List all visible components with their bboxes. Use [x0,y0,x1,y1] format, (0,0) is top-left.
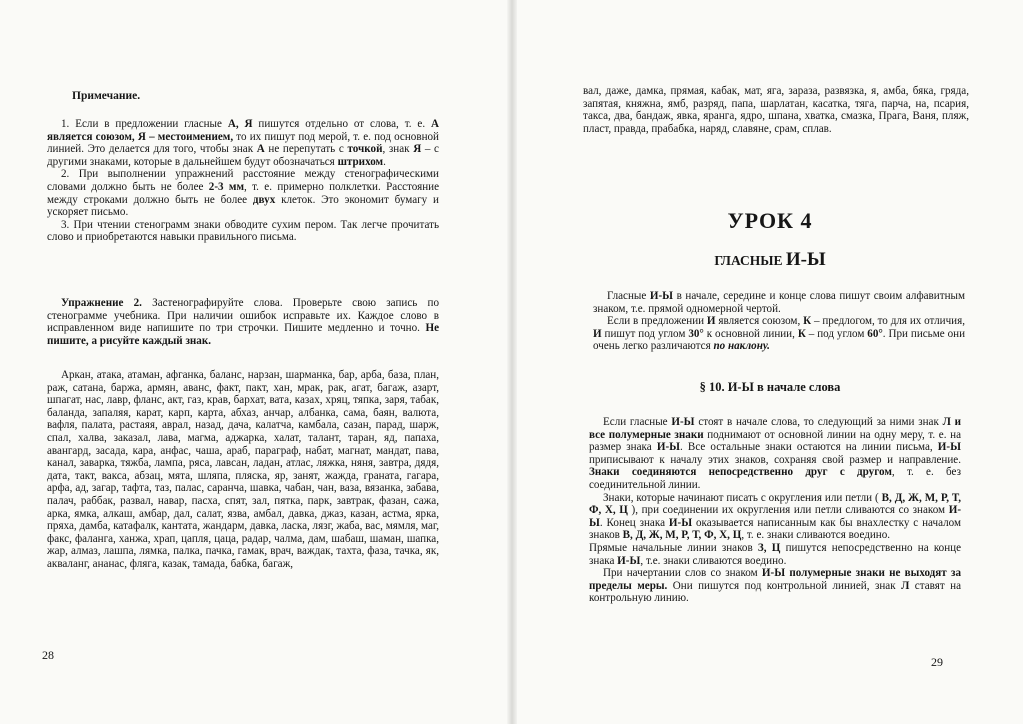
text-run: не перепутать с [264,143,348,156]
body-paragraph-1 [589,416,961,492]
text-run: И-Ы [649,290,674,302]
text-run: А, Я [227,118,253,130]
note-paragraph-1 [47,118,439,168]
text-run: И-Ы [937,441,962,454]
text-run: К [803,315,812,328]
text-run: Знаки соединяются непосредственно друг с другом [589,466,892,479]
text-run: Знаки, которые начинают писать с округления или петли ( [603,491,882,504]
exercise-paragraph [47,297,439,347]
text-run: И-Ы [589,504,962,529]
text-run: – предлогом, то для их отличия, [811,315,965,328]
word-list-continued [583,85,969,135]
text-run: Не пишите, а рисуйте каждый знак. [47,322,439,347]
text-run: 3. При чтении стенограмм знаки обводите сухим пером. Так легче прочитать слово и приобретаются навыки правильного письма. [47,218,439,244]
text-run: пишут под углом [601,327,689,340]
text-run: , т. е. знаки сливаются воедино. [741,529,891,542]
text-run: И-Ы [656,441,681,454]
body-paragraph-4 [589,567,961,605]
body-paragraph-3 [589,542,961,567]
section-body [589,416,961,605]
text-run: Гласные [607,290,650,302]
text-run: клеток. Это экономит бумагу и ускоряет письмо. [47,193,439,219]
text-run: При начертании слов со знаком [603,567,762,580]
text-run: и все полумерные знаки [589,416,962,441]
text-run: 1. Если в предложении гласные [61,118,228,130]
text-run: , т. е. примерно полклетки. Расстояние между строками должно быть не более [47,180,439,206]
text-run: З, Ц [757,541,781,554]
text-run: Если гласные [603,416,672,428]
text-run: Л [942,416,951,428]
text-run: Я [413,143,422,156]
text-run: . [383,155,386,168]
text-run: И-Ы [671,416,695,428]
text-run: приписывают к началу этих знаков, сохраняя свой размер и направление. [589,453,961,466]
text-run: к основной линии, [703,327,798,340]
text-run: по наклону. [713,340,770,353]
text-run: оказывается написанным как бы внахлестку с началом знаков [589,516,961,542]
text-run: И [593,327,602,340]
text-run: ), при соединении их округления или петли сливаются со знаком [627,504,949,517]
text-run: точкой [347,143,383,156]
note-paragraph-3 [47,219,439,244]
word-list [47,369,439,571]
text-run: – с другими знаками, которые в дальнейшем будут обозначаться [47,143,439,168]
text-run: И-Ы [668,516,693,529]
text-run: пишутся непосредственно на конце знака [589,541,961,567]
text-run: 2. При выполнении упражнений расстояние между стенографическими словами должно быть не более [47,168,439,193]
text-run: в начале, середине и конце слова пишут своим алфавитным знаком, т.е. прямой одномерной чертой. [593,290,965,315]
text-run: 60° [867,327,883,340]
text-run: Они пишутся под контрольной линией, знак [667,579,902,592]
lesson-subtitle [517,249,1023,271]
text-run: . При письме они очень легко различаются [593,327,966,353]
text-run: . Конец знака [599,516,669,529]
text-run: В, Д, Ж, М, Р, Т, Ф, Х, Ц [589,491,961,517]
text-run: В, Д, Ж, М, Р, Т, Ф, Х, Ц [622,529,742,542]
left-page [0,0,507,724]
text-run: Упражнение 2. [61,297,142,309]
text-run: 30° [688,327,704,340]
text-run: полумерные знаки не выходят за пределы меры. [589,567,961,592]
text-run: Прямые начальные линии знаков [589,541,758,554]
text-run: И [706,315,716,328]
text-run: , т. е. без соединительной линии. [589,466,961,491]
note-block [47,118,439,244]
text-run: А [256,143,265,156]
lesson-subtitle-letters: И-Ы [785,249,826,270]
text-run: , т.е. знаки сливаются воедино. [640,554,787,567]
page-number-left: 28 [42,648,54,662]
text-run: . Все остальные знаки остаются на линии письма, [680,441,938,454]
book-gutter [507,0,517,724]
text-run: двух [252,193,276,206]
text-run: Л [901,579,910,592]
text-run: ставят на контрольную линию. [589,579,961,605]
right-page [517,0,1023,724]
text-run: – под углом [805,327,868,340]
text-run: К [797,327,806,340]
intro-paragraph-2 [593,315,965,353]
note-title: Примечание. [72,90,141,102]
section-heading: § 10. И-Ы в начале слова [699,380,841,394]
text-run: И-Ы [617,554,641,567]
lesson-title: УРОК 4 [727,208,813,233]
text-run: поднимают от основной линии на одну меру, т. е. на размер знака [589,428,962,454]
text-run: штрихом [337,155,384,168]
intro-paragraph-1 [593,290,965,315]
text-run: А является союзом, Я – местоимением, [47,118,439,143]
word-list-text: Аркан, атака, атаман, афганка, баланс, нарзан, шарманка, бар, арба, база, план, раж, сатана, баржа, армян, аванс, факт, пакт, хан, мрак, рак, агат, багаж, азарт, шпагат, нас, лавр, фланс, акт, газ, крав, бархат, вата, казах, хряц, тяпка, заря, табак, баланда, запаляя, карат, карп, карта, абхаз, анчар, албанка, сама, баян, валюта, вафля, палата, растаяя, аврал, назад, дача, калатча, камбала, сазан, парад, шарж, спал, халва, заказал, лава, магма, аджарка, халат, талант, таран, яд, папаха, авангард, засада, кара, анфас, чаша, араб, параграф, набат, магнат, мандат, пава, канал, заварка, тяжба, лампа, ряса, лавсан, ладан, атлас, ляжка, няня, завтра, дядя, дата, такт, вакса, абзац, мята, шляпа, пляска, яр, занят, жажда, граната, гагара, арфа, ад, загар, тафта, таз, палас, саранча, шавка, чабан, чан, ваза, вязанка, забава, палач, раббак, развал, навар, пасха, спят, зал, пятка, парк, завтрак, фазан, сажа, арка, ямка, алкаш, амбар, дал, салат, язва, амбал, давка, джаз, казан, астма, ярка, пряха, дамба, катафалк, кантата, жандарм, давка, ласка, лязг, жаба, вас, мямля, маг, факс, фаланга, ханжа, храп, цапля, цаца, радар, чалма, дам, шабаш, шаман, шапка, жар, алмаз, лашпа, лямка, палка, пачка, гамак, врач, важдак, тахта, фаза, тачка, як, акваланг, ананас, фляга, казак, тамада, бабка, багаж, [47,369,439,570]
text-run: Если в предложении [607,315,707,328]
note-paragraph-2 [47,168,439,218]
text-run: является союзом, [715,315,804,328]
lesson-intro [593,290,965,353]
exercise-block [47,297,439,347]
page-number-right: 29 [931,655,943,669]
text-run: , знак [382,143,414,156]
text-run: пишутся отдельно от слова, т. е. [252,118,431,130]
text-run: то их пишут под мерой, т. е. под основной линией. Это делается для того, чтобы знак [47,130,439,156]
word-list-continued-text: вал, даже, дамка, прямая, кабак, мат, яга, зараза, развязка, я, амба, бяка, гряда, запятая, княжна, ямб, разряд, папа, шарлатан, касатка, тяга, парча, на, псария, такса, два, бандаж, явка, ярангa, ядро, шпана, хватка, смазка, Прага, Ваня, пляж, пласт, правда, прабабка, наряд, славяне, срам, сплав. [583,85,969,135]
text-run: Застенографируйте слова. Проверьте свою запись по стенограмме учебника. При наличии ошибок исправьте их. Каждое слово в исправленном виде напишите по три строчки. Пишите медленно и точно. [47,297,439,335]
text-run: 2-3 мм [208,180,245,193]
body-paragraph-2 [589,492,961,542]
text-run: И-Ы [761,567,786,580]
lesson-subtitle-prefix: ГЛАСНЫЕ [714,253,783,268]
text-run: стоят в начале слова, то следующий за ними знак [694,416,943,428]
